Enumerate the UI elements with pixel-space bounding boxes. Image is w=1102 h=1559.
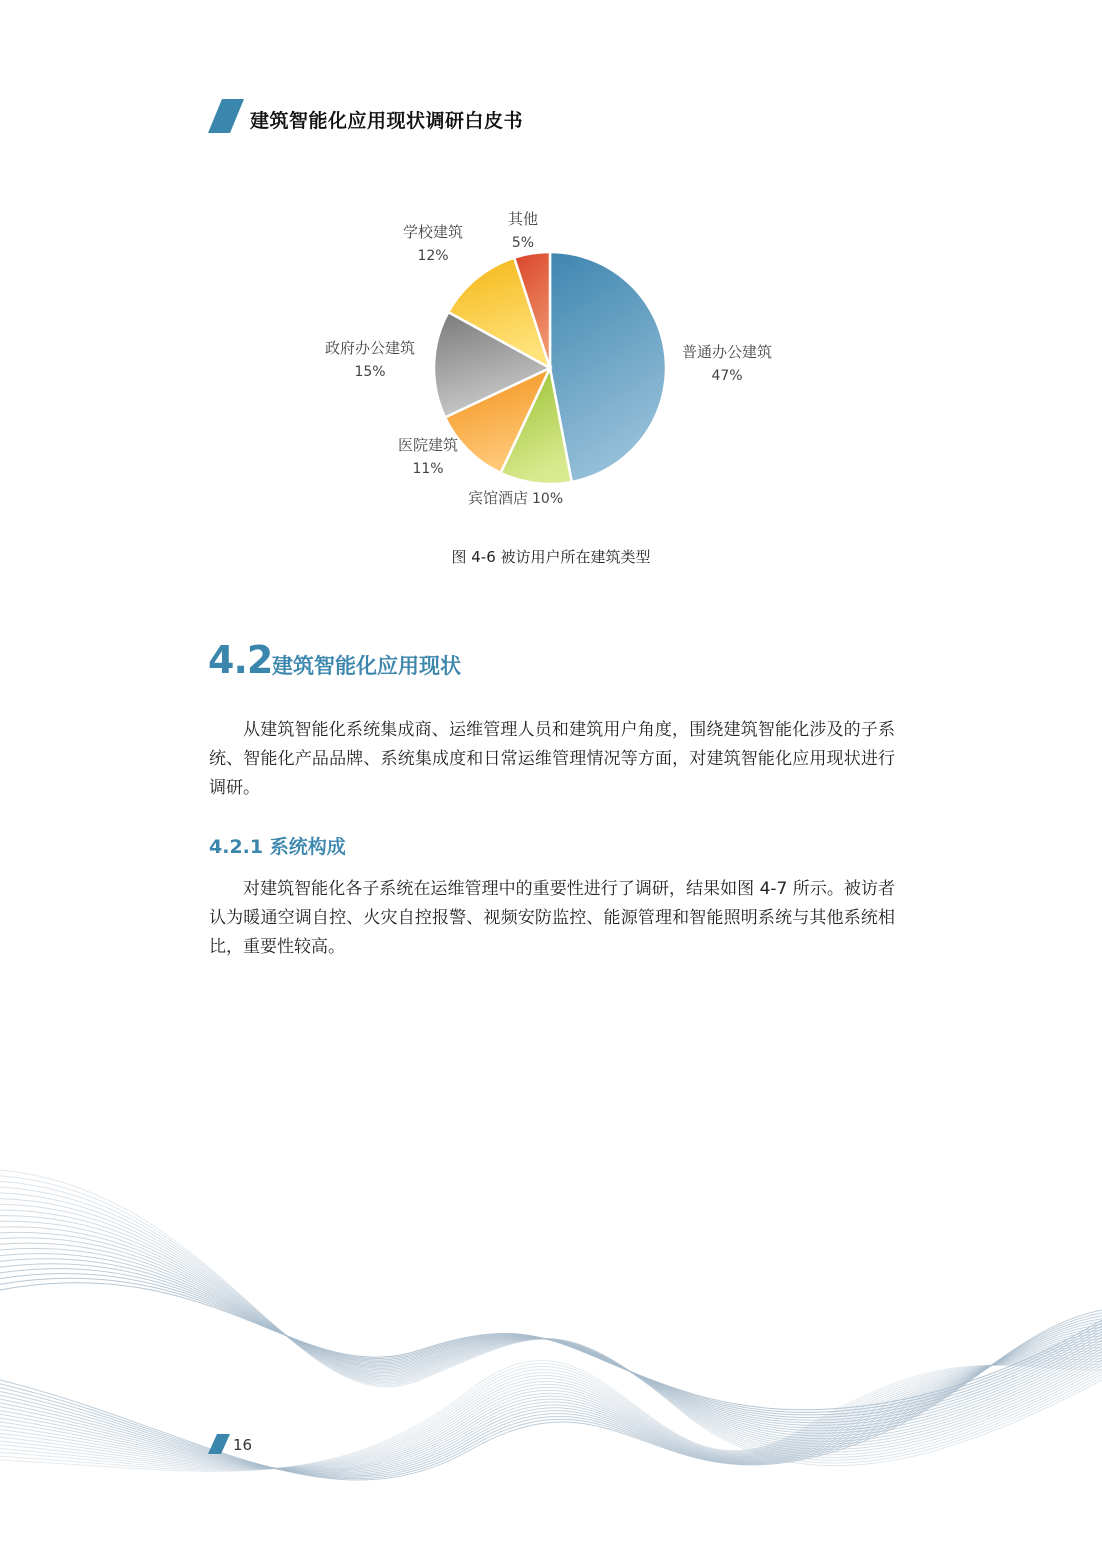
document-title: 建筑智能化应用现状调研白皮书	[250, 110, 524, 132]
decorative-wave-lines	[0, 1130, 1102, 1559]
pie-slice-1	[550, 252, 666, 482]
pie-label-name-1: 普通办公建筑	[681, 343, 773, 361]
header-accent-mark	[208, 99, 244, 133]
subsection-paragraph: 对建筑智能化各子系统在运维管理中的重要性进行了调研，结果如图 4-7 所示。被访者认为暖通空调自控、火灾自控报警、视频安防监控、能源管理和智能照明系统与其他系统相比，重要性较高。	[209, 879, 895, 957]
pie-label-value-1: 47%	[711, 368, 743, 384]
figure-caption: 图 4-6 被访用户所在建筑类型	[451, 548, 651, 566]
pie-label-name-2: 宾馆酒店	[467, 489, 528, 507]
subsection-title: 4.2.1 系统构成	[209, 836, 346, 858]
section-paragraph: 从建筑智能化系统集成商、运维管理人员和建筑用户角度，围绕建筑智能化涉及的子系统、智能化产品品牌、系统集成度和日常运维管理情况等方面，对建筑智能化应用现状进行调研。	[209, 720, 895, 798]
pie-label-name-6: 其他	[507, 210, 539, 228]
pie-label-value-2: 10%	[532, 491, 564, 507]
pie-label-value-6: 5%	[511, 235, 535, 251]
pie-label-name-5: 学校建筑	[402, 223, 464, 241]
building-type-pie-chart	[300, 205, 820, 535]
section-title: 建筑智能化应用现状	[272, 654, 461, 678]
section-number: 4.2	[208, 638, 273, 682]
pie-label-name-3: 医院建筑	[397, 436, 459, 454]
pie-label-value-5: 12%	[417, 248, 449, 264]
pie-label-value-3: 11%	[412, 461, 444, 477]
page-number: 16	[233, 1436, 253, 1454]
pie-label-value-4: 15%	[354, 364, 386, 380]
page-number-accent-mark	[208, 1434, 230, 1454]
pie-label-name-4: 政府办公建筑	[324, 339, 416, 357]
